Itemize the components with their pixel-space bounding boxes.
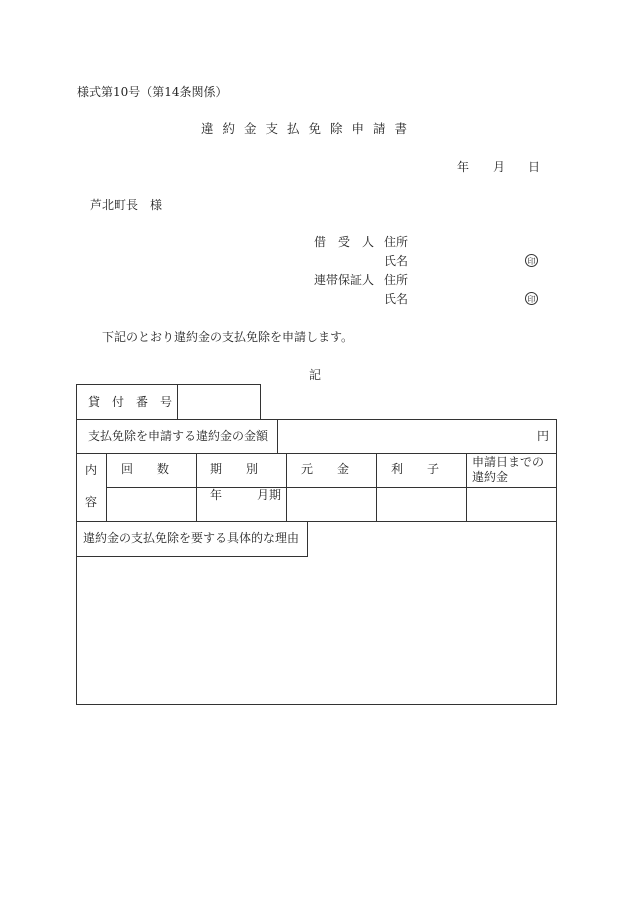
col-kai: 回 数 (121, 462, 170, 476)
naiyou-label-1: 内 (85, 463, 98, 477)
loan-number-field[interactable] (179, 386, 259, 418)
period-year-label: 年 (210, 488, 223, 502)
date-day: 日 (528, 160, 541, 174)
amount-label: 支払免除を申請する違約金の金額 (88, 429, 269, 443)
col-kibetsu: 期 別 (210, 462, 259, 476)
yen-label: 円 (537, 429, 550, 443)
form-number: 様式第10号（第14条関係） (77, 85, 228, 99)
seal-icon: 印 (525, 292, 538, 305)
borrower-address-label: 住所 (384, 235, 409, 249)
period-term-label: 月期 (257, 488, 282, 502)
naiyou-label-2: 容 (85, 495, 98, 509)
borrower-label: 借 受 人 (314, 235, 375, 249)
col-penalty: 申請日までの違約金 (472, 455, 545, 484)
kai-field[interactable] (108, 489, 194, 520)
statement: 下記のとおり違約金の支払免除を申請します。 (102, 330, 354, 344)
borrower-name-label: 氏名 (384, 254, 409, 268)
guarantor-label: 連帯保証人 (314, 273, 375, 287)
amount-field[interactable] (279, 421, 534, 451)
ganpon-field[interactable] (288, 489, 374, 520)
form-title: 違約金支払免除申請書 (201, 121, 417, 136)
ki-label: 記 (309, 368, 322, 382)
guarantor-address-label: 住所 (384, 273, 409, 287)
reason-label: 違約金の支払免除を要する具体的な理由 (83, 531, 300, 545)
seal-icon: 印 (525, 254, 538, 267)
reason-field[interactable] (80, 560, 552, 700)
penalty-field[interactable] (468, 489, 554, 520)
col-ganpon: 元 金 (301, 462, 350, 476)
col-risoku: 利 子 (391, 462, 440, 476)
risoku-field[interactable] (378, 489, 464, 520)
date-month: 月 (493, 160, 506, 174)
date-year: 年 (457, 160, 470, 174)
addressee: 芦北町長 様 (90, 198, 163, 212)
guarantor-name-label: 氏名 (384, 292, 409, 306)
loan-number-label: 貸 付 番 号 (88, 395, 173, 409)
